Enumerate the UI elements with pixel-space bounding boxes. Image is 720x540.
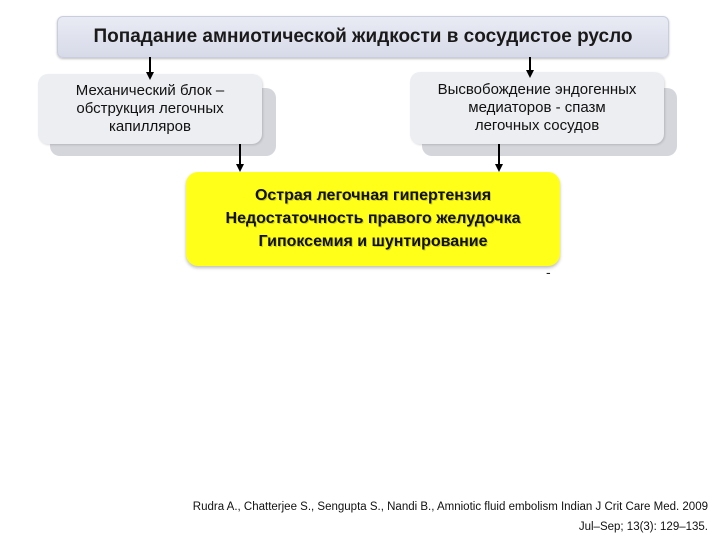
dash-marker: - bbox=[546, 264, 551, 280]
citation-line-1: Rudra A., Chatterjee S., Sengupta S., Nandi B., Amniotic fluid embolism Indian J Crit Care Med. 2009 bbox=[192, 501, 708, 513]
mediator-release-box: Высвобождение эндогенных медиаторов - спазм легочных сосудов bbox=[410, 72, 664, 144]
citation bbox=[148, 497, 708, 537]
outcome-line-hypoxemia: Гипоксемия и шунтирование bbox=[258, 233, 488, 250]
diagram-title: Попадание амниотической жидкости в сосудистое русло bbox=[57, 16, 669, 58]
outcome-line-ventricular-failure: Недостаточность правого желудочка bbox=[225, 210, 521, 227]
outcome-line-hypertension: Острая легочная гипертензия bbox=[254, 187, 492, 204]
mechanical-block-box: Механический блок – обструкция легочных капилляров bbox=[38, 74, 262, 144]
citation-line-2: Jul–Sep; 13(3): 129–135. bbox=[578, 521, 708, 533]
